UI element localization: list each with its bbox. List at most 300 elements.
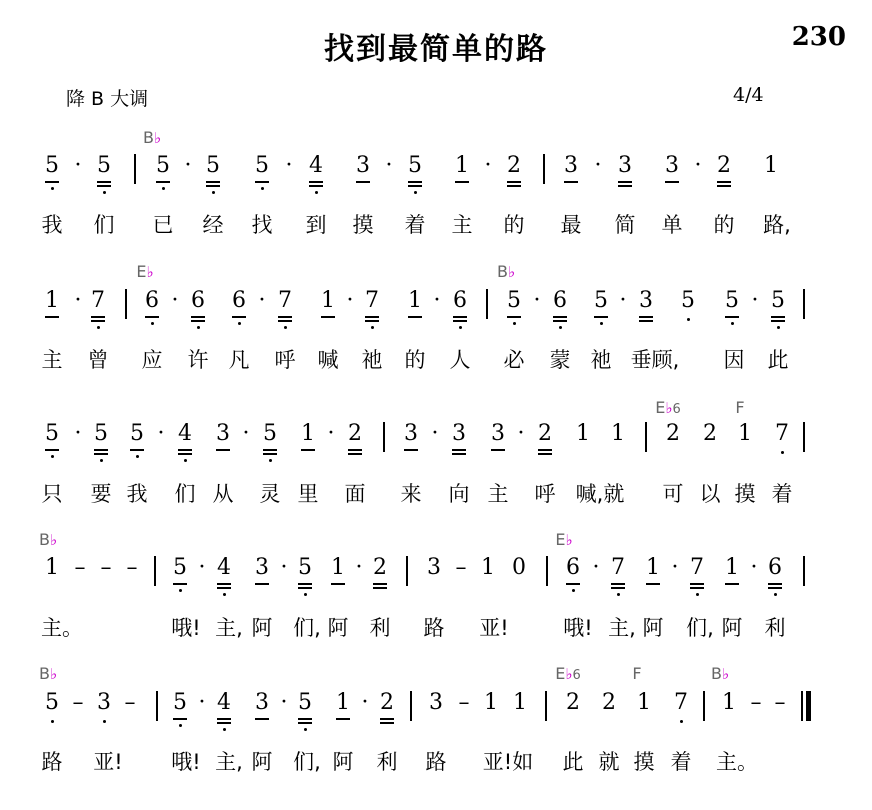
dot-symbol: · — [327, 421, 335, 446]
lyric-syllable: 必 — [503, 348, 525, 372]
dot-symbol: · — [74, 288, 82, 313]
chord-symbol — [555, 664, 580, 683]
lyric-syllable: 从 — [212, 482, 234, 506]
dot-symbol: · — [198, 555, 206, 580]
lyric-syllable: 主 — [451, 213, 473, 237]
note: 1 — [725, 555, 739, 580]
chord-symbol — [136, 262, 153, 281]
note-underline — [373, 587, 387, 589]
flat-sign: ♭ — [665, 399, 673, 417]
note-underline — [217, 587, 231, 589]
lyric-syllable: 的 — [503, 213, 525, 237]
lyric-syllable: 主, — [215, 750, 243, 774]
dot-symbol: · — [433, 288, 441, 313]
chord-symbol — [39, 530, 57, 549]
note: 6 — [768, 555, 782, 580]
note-underline — [45, 181, 59, 183]
lyric-line — [0, 480, 872, 512]
note-underline — [507, 181, 521, 183]
note: 5 — [408, 153, 422, 178]
lyric-syllable: 已 — [152, 213, 174, 237]
notation-line — [0, 689, 872, 729]
note: 2 — [348, 421, 362, 446]
note-underline — [452, 453, 466, 455]
lyric-syllable: 主。 — [716, 750, 758, 774]
lyric-syllable: 到 — [305, 213, 327, 237]
flat-sign: ♭ — [153, 129, 162, 147]
bar-line — [154, 556, 156, 586]
bar-line — [406, 556, 408, 586]
chord-root: B — [142, 128, 154, 147]
note-underline — [94, 449, 108, 451]
note-underline — [255, 583, 269, 585]
note: 5 — [255, 153, 269, 178]
lyric-syllable: 们 — [174, 482, 196, 506]
note-underline — [611, 587, 625, 589]
lyric-syllable: 经 — [202, 213, 224, 237]
bar-line — [545, 691, 547, 721]
lyric-syllable: 最 — [560, 213, 582, 237]
lyric-syllable: 祂 — [590, 348, 612, 372]
lyric-syllable: 主, — [608, 616, 636, 640]
note: 5 — [507, 288, 521, 313]
note: 2 — [602, 690, 616, 715]
notation-line — [0, 420, 872, 460]
note: 5 — [94, 421, 108, 446]
note: 1 — [45, 555, 59, 580]
lyric-syllable: 简 — [614, 213, 636, 237]
lyric-syllable: 以 — [699, 482, 721, 506]
lyric-syllable: 主, — [215, 616, 243, 640]
lyric-syllable: 就 — [598, 750, 620, 774]
low-octave-dot — [781, 451, 784, 454]
note-underline — [173, 718, 187, 720]
lyric-syllable: 应 — [141, 348, 163, 372]
dot-symbol: · — [355, 555, 363, 580]
note-underline — [97, 181, 111, 183]
bar-line — [703, 691, 705, 721]
low-octave-dot — [513, 322, 516, 325]
note: 6 — [191, 288, 205, 313]
note: 3 — [356, 153, 370, 178]
lyric-syllable: 们, — [293, 750, 321, 774]
dot-symbol: · — [619, 288, 627, 313]
note: 6 — [145, 288, 159, 313]
note-underline — [278, 320, 292, 322]
chord-symbol — [497, 262, 515, 281]
lyric-syllable: 着 — [404, 213, 426, 237]
low-octave-dot — [261, 187, 264, 190]
note-underline — [301, 449, 315, 451]
lyric-syllable: 哦! — [563, 616, 593, 640]
flat-sign: ♭ — [49, 665, 58, 683]
low-octave-dot — [223, 728, 226, 731]
lyric-syllable: 我 — [41, 213, 63, 237]
note-underline — [553, 320, 567, 322]
bar-line — [803, 289, 805, 319]
note-underline — [145, 316, 159, 318]
lyric-line — [0, 346, 872, 378]
note: 5 — [156, 153, 170, 178]
lyric-syllable: 凡 — [228, 348, 250, 372]
low-octave-dot — [617, 593, 620, 596]
dash-symbol: – — [750, 690, 762, 715]
lyric-syllable: 我 — [126, 482, 148, 506]
note-underline — [380, 718, 394, 720]
chord-root: B — [38, 530, 50, 549]
note: 1 — [722, 690, 736, 715]
dot-symbol: · — [592, 555, 600, 580]
low-octave-dot — [304, 593, 307, 596]
low-octave-dot — [179, 589, 182, 592]
note-underline — [45, 449, 59, 451]
lyric-syllable: 着 — [771, 482, 793, 506]
note-underline — [178, 453, 192, 455]
note: 7 — [775, 421, 789, 446]
note: 1 — [331, 555, 345, 580]
lyric-syllable: 哦! — [171, 616, 201, 640]
flat-sign: ♭ — [565, 665, 573, 683]
dot-symbol: · — [750, 555, 758, 580]
note-underline — [191, 316, 205, 318]
low-octave-dot — [238, 322, 241, 325]
dot-symbol: · — [242, 421, 250, 446]
note-underline — [771, 320, 785, 322]
final-bar-thick — [806, 691, 811, 721]
note-underline — [91, 320, 105, 322]
lyric-syllable: 蒙 — [549, 348, 571, 372]
lyric-syllable: 只 — [41, 482, 63, 506]
note-underline — [618, 185, 632, 187]
note-underline — [298, 718, 312, 720]
dash-symbol: – — [126, 555, 138, 580]
notation-line — [0, 152, 872, 192]
lyric-syllable: 喊,就 — [575, 482, 625, 506]
low-octave-dot — [304, 728, 307, 731]
note: 1 — [455, 153, 469, 178]
low-octave-dot — [97, 326, 100, 329]
low-octave-dot — [572, 589, 575, 592]
note-underline — [298, 583, 312, 585]
note-underline — [611, 583, 625, 585]
dot-symbol: · — [74, 421, 82, 446]
note-underline — [717, 181, 731, 183]
note-underline — [232, 316, 246, 318]
note-underline — [639, 316, 653, 318]
lyric-syllable: 的 — [404, 348, 426, 372]
note-underline — [156, 181, 170, 183]
lyric-syllable: 们 — [93, 213, 115, 237]
lyric-syllable: 此 — [562, 750, 584, 774]
note: 3 — [216, 421, 230, 446]
note-underline — [538, 453, 552, 455]
lyric-syllable: 阿 — [251, 616, 273, 640]
lyric-syllable: 主 — [487, 482, 509, 506]
dash-symbol: – — [458, 690, 470, 715]
lyric-syllable: 来 — [400, 482, 422, 506]
flat-sign: ♭ — [721, 665, 730, 683]
lyric-syllable: 面 — [344, 482, 366, 506]
note: 3 — [618, 153, 632, 178]
note-underline — [217, 583, 231, 585]
note: 1 — [738, 421, 752, 446]
lyric-syllable: 灵 — [259, 482, 281, 506]
low-octave-dot — [284, 326, 287, 329]
note-underline — [217, 718, 231, 720]
note: 2 — [507, 153, 521, 178]
lyric-syllable: 路 — [41, 750, 63, 774]
lyric-syllable: 利 — [376, 750, 398, 774]
lyric-syllable: 们, — [293, 616, 321, 640]
note-underline — [690, 583, 704, 585]
note: 1 — [301, 421, 315, 446]
note: 1 — [481, 555, 495, 580]
lyric-syllable: 因 — [723, 348, 745, 372]
note-underline — [538, 449, 552, 451]
note-underline — [491, 449, 505, 451]
lyric-syllable: 路, — [763, 213, 791, 237]
song-number: 230 — [791, 22, 846, 52]
note-underline — [309, 185, 323, 187]
note: 5 — [97, 153, 111, 178]
note: 1 — [408, 288, 422, 313]
note: 3 — [564, 153, 578, 178]
note: 1 — [513, 690, 527, 715]
song-title: 找到最简单的路 — [324, 32, 548, 67]
low-octave-dot — [100, 459, 103, 462]
lyric-syllable: 垂顾, — [630, 348, 680, 372]
note-underline — [298, 722, 312, 724]
note: 5 — [173, 690, 187, 715]
low-octave-dot — [774, 593, 777, 596]
low-octave-dot — [731, 322, 734, 325]
note: 7 — [611, 555, 625, 580]
note: 1 — [764, 153, 778, 178]
flat-sign: ♭ — [49, 531, 58, 549]
note: 1 — [336, 690, 350, 715]
low-octave-dot — [559, 326, 562, 329]
chord-symbol — [632, 664, 641, 683]
note: 6 — [232, 288, 246, 313]
note-underline — [130, 449, 144, 451]
lyric-syllable: 要 — [90, 482, 112, 506]
low-octave-dot — [687, 318, 690, 321]
note: 2 — [717, 153, 731, 178]
note: 2 — [380, 690, 394, 715]
note: 1 — [576, 421, 590, 446]
dash-symbol: – — [455, 555, 467, 580]
note: 3 — [429, 690, 443, 715]
note-underline — [408, 316, 422, 318]
dot-symbol: · — [258, 288, 266, 313]
low-octave-dot — [103, 191, 106, 194]
lyric-syllable: 摸 — [352, 213, 374, 237]
lyric-syllable: 曾 — [87, 348, 109, 372]
lyric-syllable: 找 — [251, 213, 273, 237]
low-octave-dot — [223, 593, 226, 596]
lyric-syllable: 摸 — [633, 750, 655, 774]
note-underline — [408, 181, 422, 183]
lyric-syllable: 亚!如 — [482, 750, 534, 774]
lyric-syllable: 喊 — [317, 348, 339, 372]
low-octave-dot — [197, 326, 200, 329]
low-octave-dot — [777, 326, 780, 329]
note: 1 — [484, 690, 498, 715]
note: 4 — [217, 690, 231, 715]
lyric-syllable: 利 — [369, 616, 391, 640]
note-underline — [408, 185, 422, 187]
chord-root: E — [555, 664, 566, 683]
note: 3 — [255, 555, 269, 580]
lyric-syllable: 路 — [423, 616, 445, 640]
flat-sign: ♭ — [146, 263, 154, 281]
bar-line — [803, 556, 805, 586]
note-underline — [173, 583, 187, 585]
chord-root: F — [632, 664, 642, 683]
note-underline — [263, 453, 277, 455]
note-underline — [566, 583, 580, 585]
lyric-syllable: 许 — [187, 348, 209, 372]
chord-symbol — [143, 128, 161, 147]
chord-symbol — [735, 398, 744, 417]
note: 5 — [263, 421, 277, 446]
note: 1 — [646, 555, 660, 580]
dash-symbol: – — [100, 555, 112, 580]
note-underline — [453, 320, 467, 322]
lyric-syllable: 们, — [686, 616, 714, 640]
lyric-syllable: 的 — [713, 213, 735, 237]
note: 3 — [427, 555, 441, 580]
bar-line — [645, 422, 647, 452]
note-underline — [507, 185, 521, 187]
note-underline — [618, 181, 632, 183]
dash-symbol: – — [774, 690, 786, 715]
chord-root: B — [710, 664, 722, 683]
chord-root: E — [655, 398, 666, 417]
lyric-syllable: 哦! — [171, 750, 201, 774]
lyric-syllable: 阿 — [721, 616, 743, 640]
lyric-syllable: 阿 — [642, 616, 664, 640]
chord-symbol — [655, 398, 680, 417]
note-underline — [97, 185, 111, 187]
note: 7 — [674, 690, 688, 715]
dot-symbol: · — [74, 153, 82, 178]
notation-line — [0, 554, 872, 594]
low-octave-dot — [696, 593, 699, 596]
bar-line — [410, 691, 412, 721]
note: 5 — [594, 288, 608, 313]
lyric-syllable: 阿 — [332, 750, 354, 774]
chord-inversion: 6 — [672, 402, 681, 417]
note-underline — [507, 316, 521, 318]
note: 5 — [173, 555, 187, 580]
note: 5 — [45, 153, 59, 178]
note-underline — [690, 587, 704, 589]
dot-symbol: · — [171, 288, 179, 313]
note: 1 — [637, 690, 651, 715]
note-underline — [356, 181, 370, 183]
note-underline — [665, 181, 679, 183]
note-underline — [321, 316, 335, 318]
low-octave-dot — [212, 191, 215, 194]
dot-symbol: · — [671, 555, 679, 580]
note-underline — [717, 185, 731, 187]
low-octave-dot — [103, 720, 106, 723]
note-underline — [217, 722, 231, 724]
note: 5 — [298, 690, 312, 715]
low-octave-dot — [136, 455, 139, 458]
note: 6 — [566, 555, 580, 580]
note: 3 — [452, 421, 466, 446]
note: 3 — [97, 690, 111, 715]
note: 0 — [512, 555, 526, 580]
bar-line — [546, 556, 548, 586]
lyric-syllable: 此 — [767, 348, 789, 372]
dot-symbol: · — [280, 690, 288, 715]
bar-line — [486, 289, 488, 319]
note: 5 — [130, 421, 144, 446]
note: 1 — [611, 421, 625, 446]
lyric-syllable: 阿 — [327, 616, 349, 640]
note-underline — [178, 449, 192, 451]
flat-sign: ♭ — [507, 263, 516, 281]
note: 5 — [771, 288, 785, 313]
note-underline — [91, 316, 105, 318]
note-underline — [216, 449, 230, 451]
lyric-syllable: 呼 — [274, 348, 296, 372]
note: 3 — [404, 421, 418, 446]
note-underline — [646, 583, 660, 585]
note-underline — [452, 449, 466, 451]
lyric-line — [0, 211, 872, 243]
note-underline — [594, 316, 608, 318]
lyric-syllable: 里 — [297, 482, 319, 506]
note-underline — [206, 185, 220, 187]
note: 4 — [309, 153, 323, 178]
note-underline — [639, 320, 653, 322]
lyric-syllable: 主。 — [41, 616, 83, 640]
note: 6 — [553, 288, 567, 313]
dot-symbol: · — [361, 690, 369, 715]
note: 7 — [278, 288, 292, 313]
note-underline — [553, 316, 567, 318]
chord-symbol — [39, 664, 57, 683]
note-underline — [404, 449, 418, 451]
low-octave-dot — [162, 187, 165, 190]
lyric-line — [0, 614, 872, 646]
low-octave-dot — [414, 191, 417, 194]
low-octave-dot — [184, 459, 187, 462]
note: 7 — [365, 288, 379, 313]
note: 4 — [217, 555, 231, 580]
dot-symbol: · — [198, 690, 206, 715]
chord-root: B — [496, 262, 508, 281]
dot-symbol: · — [285, 153, 293, 178]
note-underline — [45, 316, 59, 318]
chord-root: B — [38, 664, 50, 683]
note: 5 — [725, 288, 739, 313]
note-underline — [348, 449, 362, 451]
note: 7 — [91, 288, 105, 313]
time-signature: 4/4 — [733, 84, 764, 106]
low-octave-dot — [315, 191, 318, 194]
dot-symbol: · — [385, 153, 393, 178]
note-underline — [336, 718, 350, 720]
note: 2 — [373, 555, 387, 580]
note: 5 — [681, 288, 695, 313]
dot-symbol: · — [594, 153, 602, 178]
low-octave-dot — [151, 322, 154, 325]
